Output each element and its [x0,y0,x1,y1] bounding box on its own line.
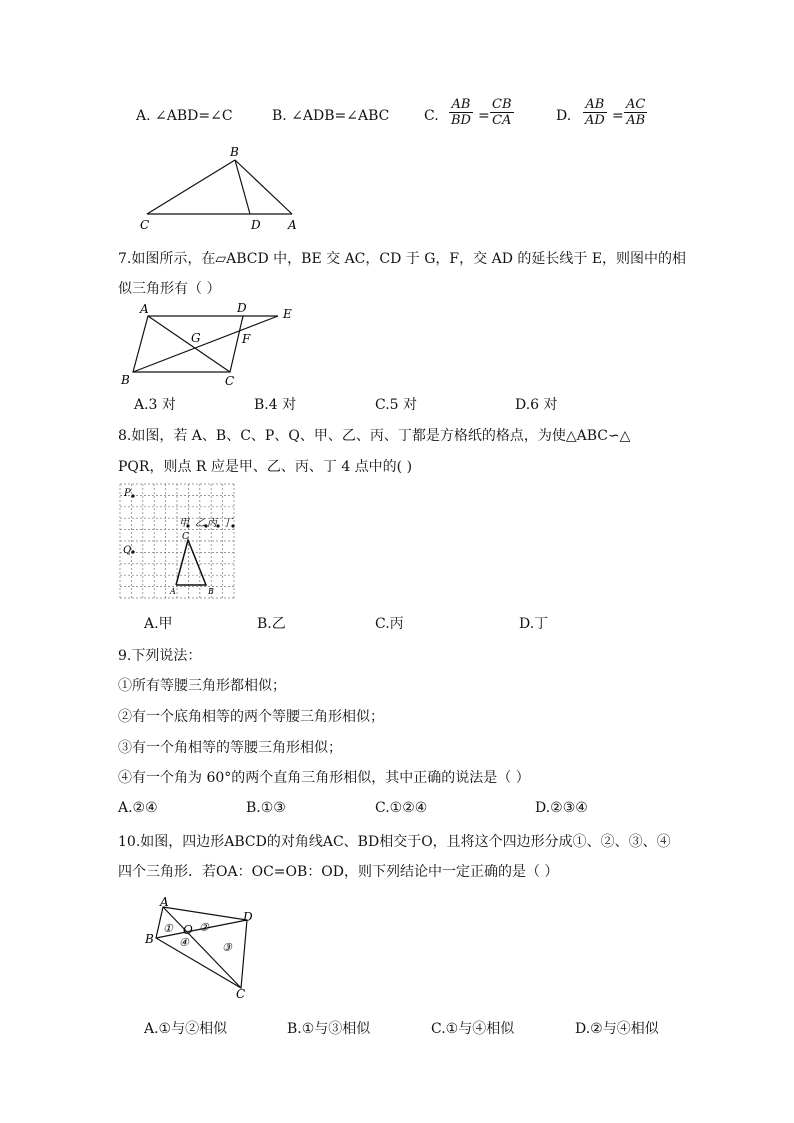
fraction-denominator: BD [451,113,471,128]
label-B: B [230,145,239,159]
region-2: ② [199,921,209,934]
region-1: ① [163,922,173,935]
q9-title: 9.下列说法： [118,648,202,664]
q6-option-d-label: D. [556,108,572,124]
label-B: B [121,373,130,387]
label-P: P [124,488,131,499]
label-C: C [182,532,189,542]
label-bing: 丙 [207,518,217,529]
q6-option-c-label: C. [424,108,439,124]
q10-option-c: C.①与④相似 [431,1021,515,1037]
q6-option-a: A. ∠ABD=∠C [136,108,233,124]
fraction-numerator: AB [583,97,607,113]
region-3: ③ [222,941,232,954]
q10-text-line-1: 10.如图，四边形ABCD的对角线AC、BD相交于O，且将这个四边形分成①、②、③、④ [118,834,671,850]
label-yi: 乙 [195,518,205,529]
q9-option-a: A.②④ [118,800,158,816]
label-D: D [251,218,261,232]
q10-option-b: B.①与③相似 [287,1021,371,1037]
q7-text-line-2: 似三角形有（ ） [118,281,221,297]
q7-text-line-1: 7.如图所示，在▱ABCD 中，BE 交 AC，CD 于 G，F，交 AD 的延长线于 E，则图中的相 [118,251,687,267]
q10-option-d: D.②与④相似 [575,1021,659,1037]
label-C: C [140,218,150,232]
q6-option-b: B. ∠ADB=∠ABC [272,108,390,124]
label-A: A [288,218,297,232]
q9-statement-1: ①所有等腰三角形都相似； [118,678,286,694]
q9-statement-3: ③有一个角相等的等腰三角形相似； [118,740,342,756]
q10-text-line-2: 四个三角形．若OA：OC=OB：OD，则下列结论中一定正确的是（ ） [118,864,559,880]
label-B: B [145,932,154,946]
q9-option-d: D.②③④ [535,800,588,816]
label-F: F [242,332,251,346]
q9-option-b: B.①③ [246,800,286,816]
label-A: A [160,895,169,909]
q8-option-a: A.甲 [144,616,173,632]
q9-statement-4: ④有一个角为 60°的两个直角三角形相似，其中正确的说法是（ ） [118,770,530,786]
fraction-numerator: AB [449,97,473,113]
fraction-denominator: AD [585,113,605,128]
fraction-denominator: CA [492,113,512,128]
q7-option-d: D.6 对 [515,397,558,413]
fraction-numerator: CB [492,97,512,112]
label-D: D [243,910,253,924]
q10-option-a: A.①与②相似 [144,1021,228,1037]
fraction-numerator: AC [626,97,646,112]
q8-option-d: D.丁 [519,616,549,632]
label-E: E [283,307,292,321]
equals-sign: = [612,108,624,124]
q7-option-b: B.4 对 [254,397,297,413]
label-C: C [236,987,246,1001]
q7-option-c: C.5 对 [375,397,418,413]
q9-statement-2: ②有一个底角相等的两个等腰三角形相似； [118,709,384,725]
fraction-denominator: AB [626,113,646,128]
label-G: G [191,331,201,345]
label-D: D [237,301,247,315]
label-A: A [140,302,149,316]
label-Q: Q [123,545,132,556]
q7-option-a: A.3 对 [134,397,176,413]
label-ding: 丁 [222,518,232,529]
label-A: A [170,587,176,596]
q8-option-b: B.乙 [257,616,286,632]
q8-option-c: C.丙 [375,616,404,632]
q8-text-line-1: 8.如图，若 A、B、C、P、Q、甲、乙、丙、丁都是方格纸的格点，为使△ABC∽△ [118,428,631,444]
q9-option-c: C.①②④ [375,800,428,816]
label-O: O [183,923,193,937]
equals-sign: = [478,108,490,124]
region-4: ④ [179,936,189,949]
label-B: B [208,587,214,596]
q8-text-line-2: PQR，则点 R 应是甲、乙、丙、丁 4 点中的( ) [118,459,413,475]
label-jia: 甲 [179,518,189,529]
label-C: C [225,374,235,388]
